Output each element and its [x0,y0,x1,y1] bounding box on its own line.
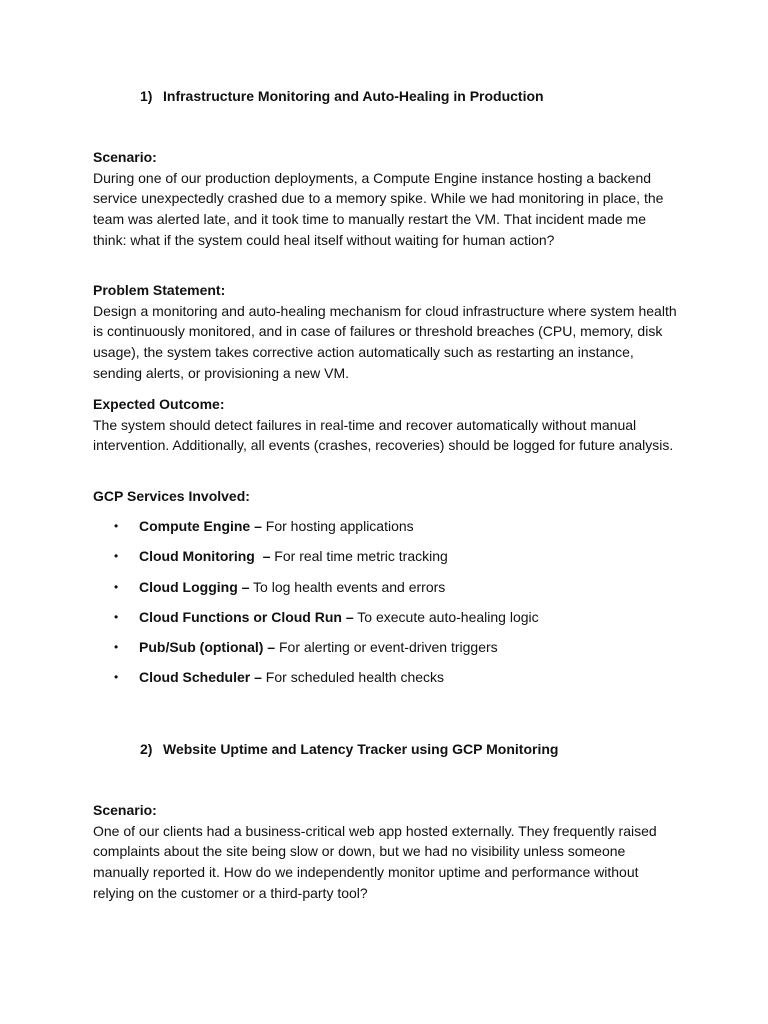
bullet-icon: • [114,579,119,594]
problem-statement-block [93,280,683,384]
service-description: For hosting applications [261,518,414,534]
expected-outcome-text: The system should detect failures in real-time and recover automatically without manual intervention. Additionally, all events (crashes, recoveries) should be logged for future analysis. [93,416,674,454]
service-name: Cloud Functions or Cloud Run – [139,608,354,625]
section-1-title: Infrastructure Monitoring and Auto-Healing in Production [163,88,544,104]
scenario-2-block [93,800,683,904]
list-item [93,637,683,667]
gcp-services-block [93,486,683,507]
list-item [93,546,683,576]
bullet-icon: • [114,519,119,533]
service-description: To log health events and errors [249,578,446,595]
section-1-heading [93,86,683,106]
service-name: Cloud Logging – [139,578,250,595]
scenario-1-label: Scenario: [93,149,157,165]
bullet-icon: • [114,640,119,655]
service-name: Compute Engine – [139,518,262,534]
service-name: Cloud Monitoring – [139,548,271,565]
section-2 [93,739,683,759]
gcp-services-list-wrap [93,516,683,698]
section-1 [93,86,683,106]
section-1-number: 1) [140,88,153,104]
scenario-2-text: One of our clients had a business-critical web app hosted externally. They frequently raised complaints about the site being slow or down, but we had no visibility unless someone manually reported it. How do we independently monitor uptime and performance without relying on the customer or a third-party tool? [93,822,657,901]
section-2-number: 2) [140,741,153,757]
service-description: For alerting or event-driven triggers [275,639,498,656]
problem-statement-label: Problem Statement: [93,282,226,298]
expected-outcome-label: Expected Outcome: [93,396,225,412]
service-description: To execute auto-healing logic [353,608,539,625]
problem-statement-text: Design a monitoring and auto-healing mechanism for cloud infrastructure where system health is continuously monitored, and in case of failures or threshold breaches (CPU, memory, disk usage), the system takes corrective action automatically such as restarting an instance, sending alerts, or provisioning a new VM. [93,302,677,381]
service-description: For real time metric tracking [270,548,448,565]
list-item [93,577,683,607]
service-description: For scheduled health checks [261,669,445,686]
service-name: Cloud Scheduler – [139,669,262,686]
bullet-icon: • [114,670,119,685]
gcp-services-list [93,516,683,698]
list-item [93,516,683,546]
gcp-services-label: GCP Services Involved: [93,488,250,504]
service-name: Pub/Sub (optional) – [139,639,276,656]
scenario-1-block [93,147,683,251]
scenario-2-label: Scenario: [93,802,157,818]
section-2-heading [93,739,683,759]
bullet-icon: • [114,549,119,564]
bullet-icon: • [114,609,119,624]
scenario-1-text: During one of our production deployments, a Compute Engine instance hosting a backend service unexpectedly crashed due to a memory spike. While we had monitoring in place, the team was alerted late, and it took time to manually restart the VM. That incident made me think: what if the system could heal itself without waiting for human action? [93,169,664,248]
list-item [93,607,683,637]
section-2-title: Website Uptime and Latency Tracker using GCP Monitoring [163,741,559,757]
expected-outcome-block [93,394,683,456]
list-item [93,667,683,697]
